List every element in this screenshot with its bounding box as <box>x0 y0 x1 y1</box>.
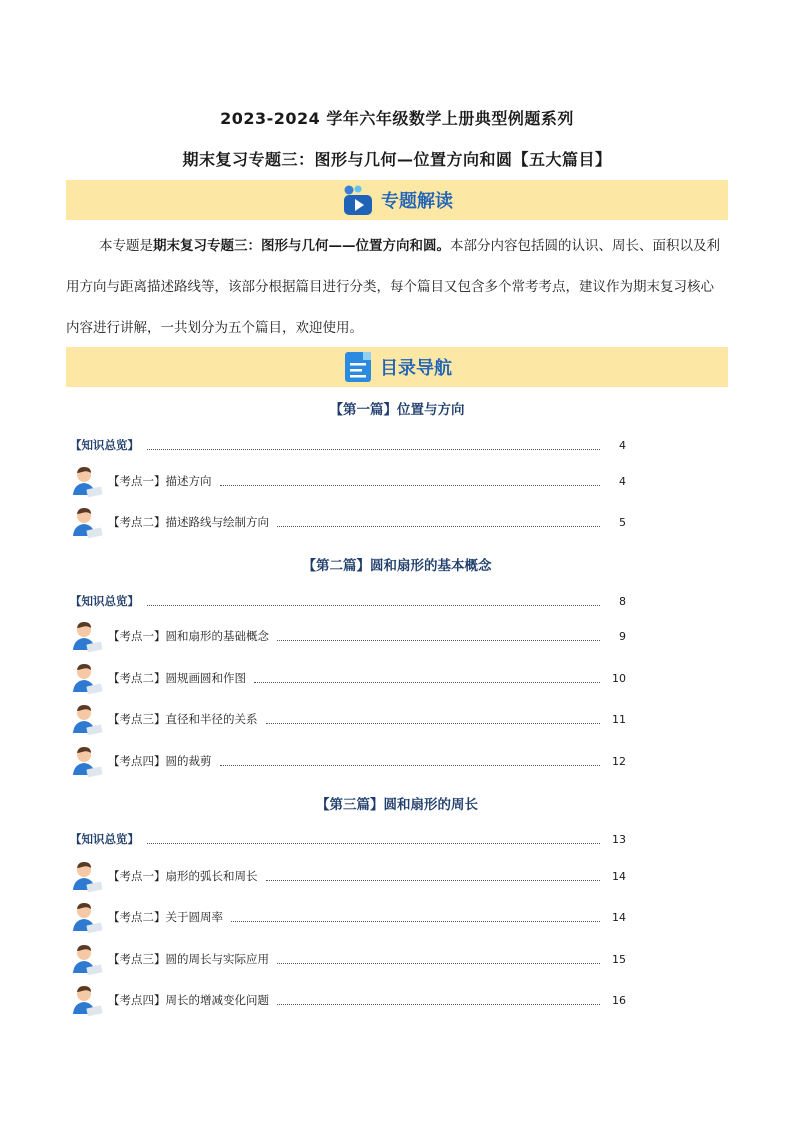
toc-entry-label: 【考点一】扇形的弧长和周长 <box>108 869 258 883</box>
toc-entry[interactable] <box>70 505 626 539</box>
toc-leader-dots <box>266 723 601 724</box>
toc-entry-page: 14 <box>612 869 626 883</box>
toc-entry[interactable] <box>70 661 626 695</box>
toc-section-title: 【第三篇】圆和扇形的周长 <box>316 797 478 813</box>
toc-leader-dots <box>220 765 601 766</box>
toc-entry[interactable] <box>70 584 626 618</box>
toc-entry-label: 【知识总览】 <box>70 832 139 846</box>
intro-rest: 本部分内容包括圆的认识、周长、面积以及利用方向与距离描述路线等，该部分根据篇目进行分类，每个篇目又包含多个常考考点，建议作为期末复习核心内容进行讲解，一共划分为五个篇目，欢迎使用。 <box>66 238 720 336</box>
toc-entry-label: 【考点二】描述路线与绘制方向 <box>108 515 269 529</box>
toc-entry-page: 4 <box>619 474 626 488</box>
toc-entry-page: 11 <box>612 712 626 726</box>
toc-leader-dots <box>220 485 601 486</box>
student-avatar-icon <box>70 900 104 934</box>
toc-entry[interactable] <box>70 619 626 653</box>
toc-leader-dots <box>254 682 600 683</box>
toc-entry[interactable] <box>70 859 626 893</box>
toc-entry-label: 【知识总览】 <box>70 594 139 608</box>
document-title: 2023-2024 学年六年级数学上册典型例题系列 <box>220 109 574 128</box>
toc-entry-label: 【考点三】直径和半径的关系 <box>108 712 258 726</box>
student-avatar-icon <box>70 505 104 539</box>
toc-entry-page: 5 <box>619 515 626 529</box>
student-avatar-icon <box>70 702 104 736</box>
video-icon <box>341 183 375 217</box>
toc-entry-label: 【考点一】圆和扇形的基础概念 <box>108 629 269 643</box>
toc-entry-page: 14 <box>612 910 626 924</box>
toc-entry-label: 【知识总览】 <box>70 438 139 452</box>
toc-entry-page: 13 <box>612 832 626 846</box>
student-avatar-icon <box>70 661 104 695</box>
toc-entry[interactable] <box>70 900 626 934</box>
toc-entry[interactable] <box>70 464 626 498</box>
toc-section-title: 【第二篇】圆和扇形的基本概念 <box>302 558 492 574</box>
intro-bold: 期末复习专题三：图形与几何——位置方向和圆。 <box>153 238 450 254</box>
intro-prefix: 本专题是 <box>99 238 153 254</box>
toc-section-title: 【第一篇】位置与方向 <box>329 402 465 418</box>
document-subtitle: 期末复习专题三：图形与几何—位置方向和圆【五大篇目】 <box>182 150 612 169</box>
student-avatar-icon <box>70 464 104 498</box>
toc-entry[interactable] <box>70 822 626 856</box>
toc-entry-page: 16 <box>612 993 626 1007</box>
toc-entry[interactable] <box>70 744 626 778</box>
toc-leader-dots <box>277 1004 600 1005</box>
toc-entry-label: 【考点二】关于圆周率 <box>108 910 223 924</box>
student-avatar-icon <box>70 619 104 653</box>
toc-entry[interactable] <box>70 942 626 976</box>
student-avatar-icon <box>70 859 104 893</box>
toc-leader-dots <box>147 605 600 606</box>
toc-leader-dots <box>277 640 600 641</box>
banner-toc-label: 目录导航 <box>380 358 452 379</box>
banner-topic-intro <box>66 180 728 220</box>
toc-leader-dots <box>147 449 600 450</box>
toc-entry-page: 12 <box>612 754 626 768</box>
toc-entry-page: 8 <box>619 594 626 608</box>
document-icon <box>342 350 374 384</box>
banner-toc <box>66 347 728 387</box>
toc-leader-dots <box>277 963 600 964</box>
toc-leader-dots <box>277 526 600 527</box>
toc-entry-page: 15 <box>612 952 626 966</box>
toc-leader-dots <box>147 843 600 844</box>
toc-entry-label: 【考点四】圆的裁剪 <box>108 754 212 768</box>
toc-entry-page: 10 <box>612 671 626 685</box>
toc-entry-label: 【考点二】圆规画圆和作图 <box>108 671 246 685</box>
toc-entry[interactable] <box>70 702 626 736</box>
toc-entry-label: 【考点一】描述方向 <box>108 474 212 488</box>
toc-entry-page: 9 <box>619 629 626 643</box>
intro-paragraph <box>66 226 726 349</box>
toc-entry-page: 4 <box>619 438 626 452</box>
toc-entry-label: 【考点四】周长的增减变化问题 <box>108 993 269 1007</box>
toc-entry-label: 【考点三】圆的周长与实际应用 <box>108 952 269 966</box>
toc-entry[interactable] <box>70 983 626 1017</box>
toc-leader-dots <box>231 921 600 922</box>
toc-entry[interactable] <box>70 428 626 462</box>
student-avatar-icon <box>70 942 104 976</box>
banner-intro-label: 专题解读 <box>381 191 453 212</box>
student-avatar-icon <box>70 744 104 778</box>
student-avatar-icon <box>70 983 104 1017</box>
toc-leader-dots <box>266 880 601 881</box>
